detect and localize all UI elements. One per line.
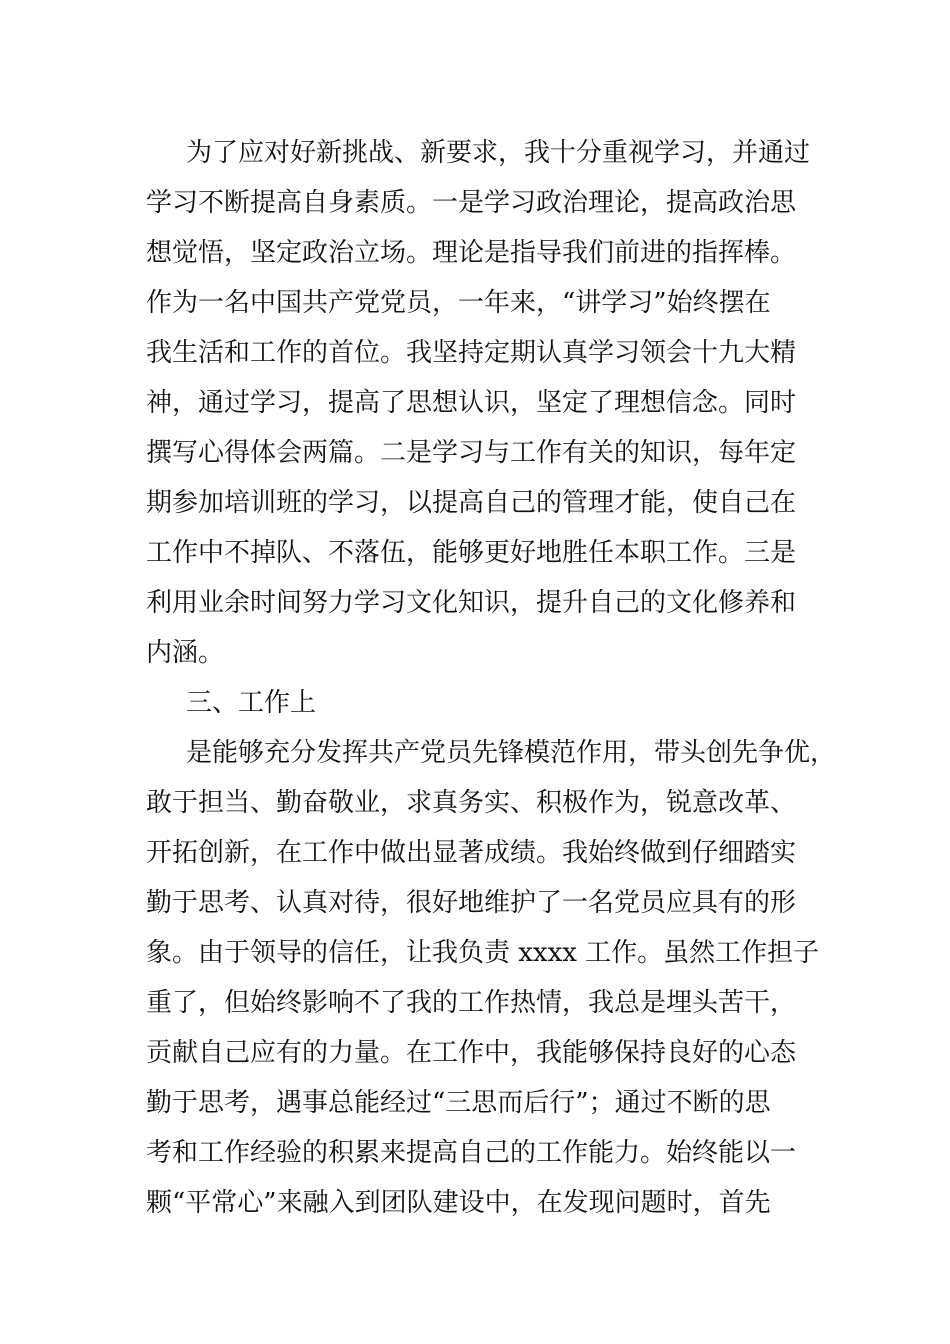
text-line: 开拓创新，在工作中做出显著成绩。我始终做到仔细踏实: [146, 838, 797, 868]
text-line: 贡献自己应有的力量。在工作中，我能够保持良好的心态: [146, 1038, 797, 1068]
text-line: 三、工作上: [186, 688, 317, 718]
text-line: 考和工作经验的积累来提高自己的工作能力。始终能以一: [146, 1138, 797, 1168]
text-line: 颗“平常心”来融入到团队建设中，在发现问题时，首先: [146, 1188, 771, 1218]
text-line: 学习不断提高自身素质。一是学习政治理论，提高政治思: [146, 188, 797, 218]
text-line: 期参加培训班的学习，以提高自己的管理才能，使自己在: [146, 488, 797, 518]
text-line: 重了，但始终影响不了我的工作热情，我总是埋头苦干，: [146, 988, 797, 1018]
text-line: 想觉悟，坚定政治立场。理论是指导我们前进的指挥棒。: [146, 238, 797, 268]
text-line: 我生活和工作的首位。我坚持定期认真学习领会十九大精: [146, 338, 797, 368]
text-line: 勤于思考，遇事总能经过“三思而后行”；通过不断的思: [146, 1088, 771, 1118]
text-line: 工作中不掉队、不落伍，能够更好地胜任本职工作。三是: [146, 538, 797, 568]
text-line: 象。由于领导的信任，让我负责 xxxx 工作。虽然工作担子: [146, 938, 820, 968]
text-line: 为了应对好新挑战、新要求，我十分重视学习，并通过: [186, 138, 811, 168]
text-line: 内涵。: [146, 638, 225, 668]
text-line: 是能够充分发挥共产党员先锋模范作用，带头创先争优，: [186, 738, 837, 768]
text-line: 勤于思考、认真对待，很好地维护了一名党员应具有的形: [146, 888, 797, 918]
text-line: 撰写心得体会两篇。二是学习与工作有关的知识，每年定: [146, 438, 797, 468]
text-line: 敢于担当、勤奋敬业，求真务实、积极作为，锐意改革、: [146, 788, 797, 818]
text-line: 神，通过学习，提高了思想认识，坚定了理想信念。同时: [146, 388, 797, 418]
text-line: 利用业余时间努力学习文化知识，提升自己的文化修养和: [146, 588, 797, 618]
text-line: 作为一名中国共产党党员，一年来，“讲学习”始终摆在: [146, 288, 771, 318]
body-text: [146, 128, 836, 1228]
